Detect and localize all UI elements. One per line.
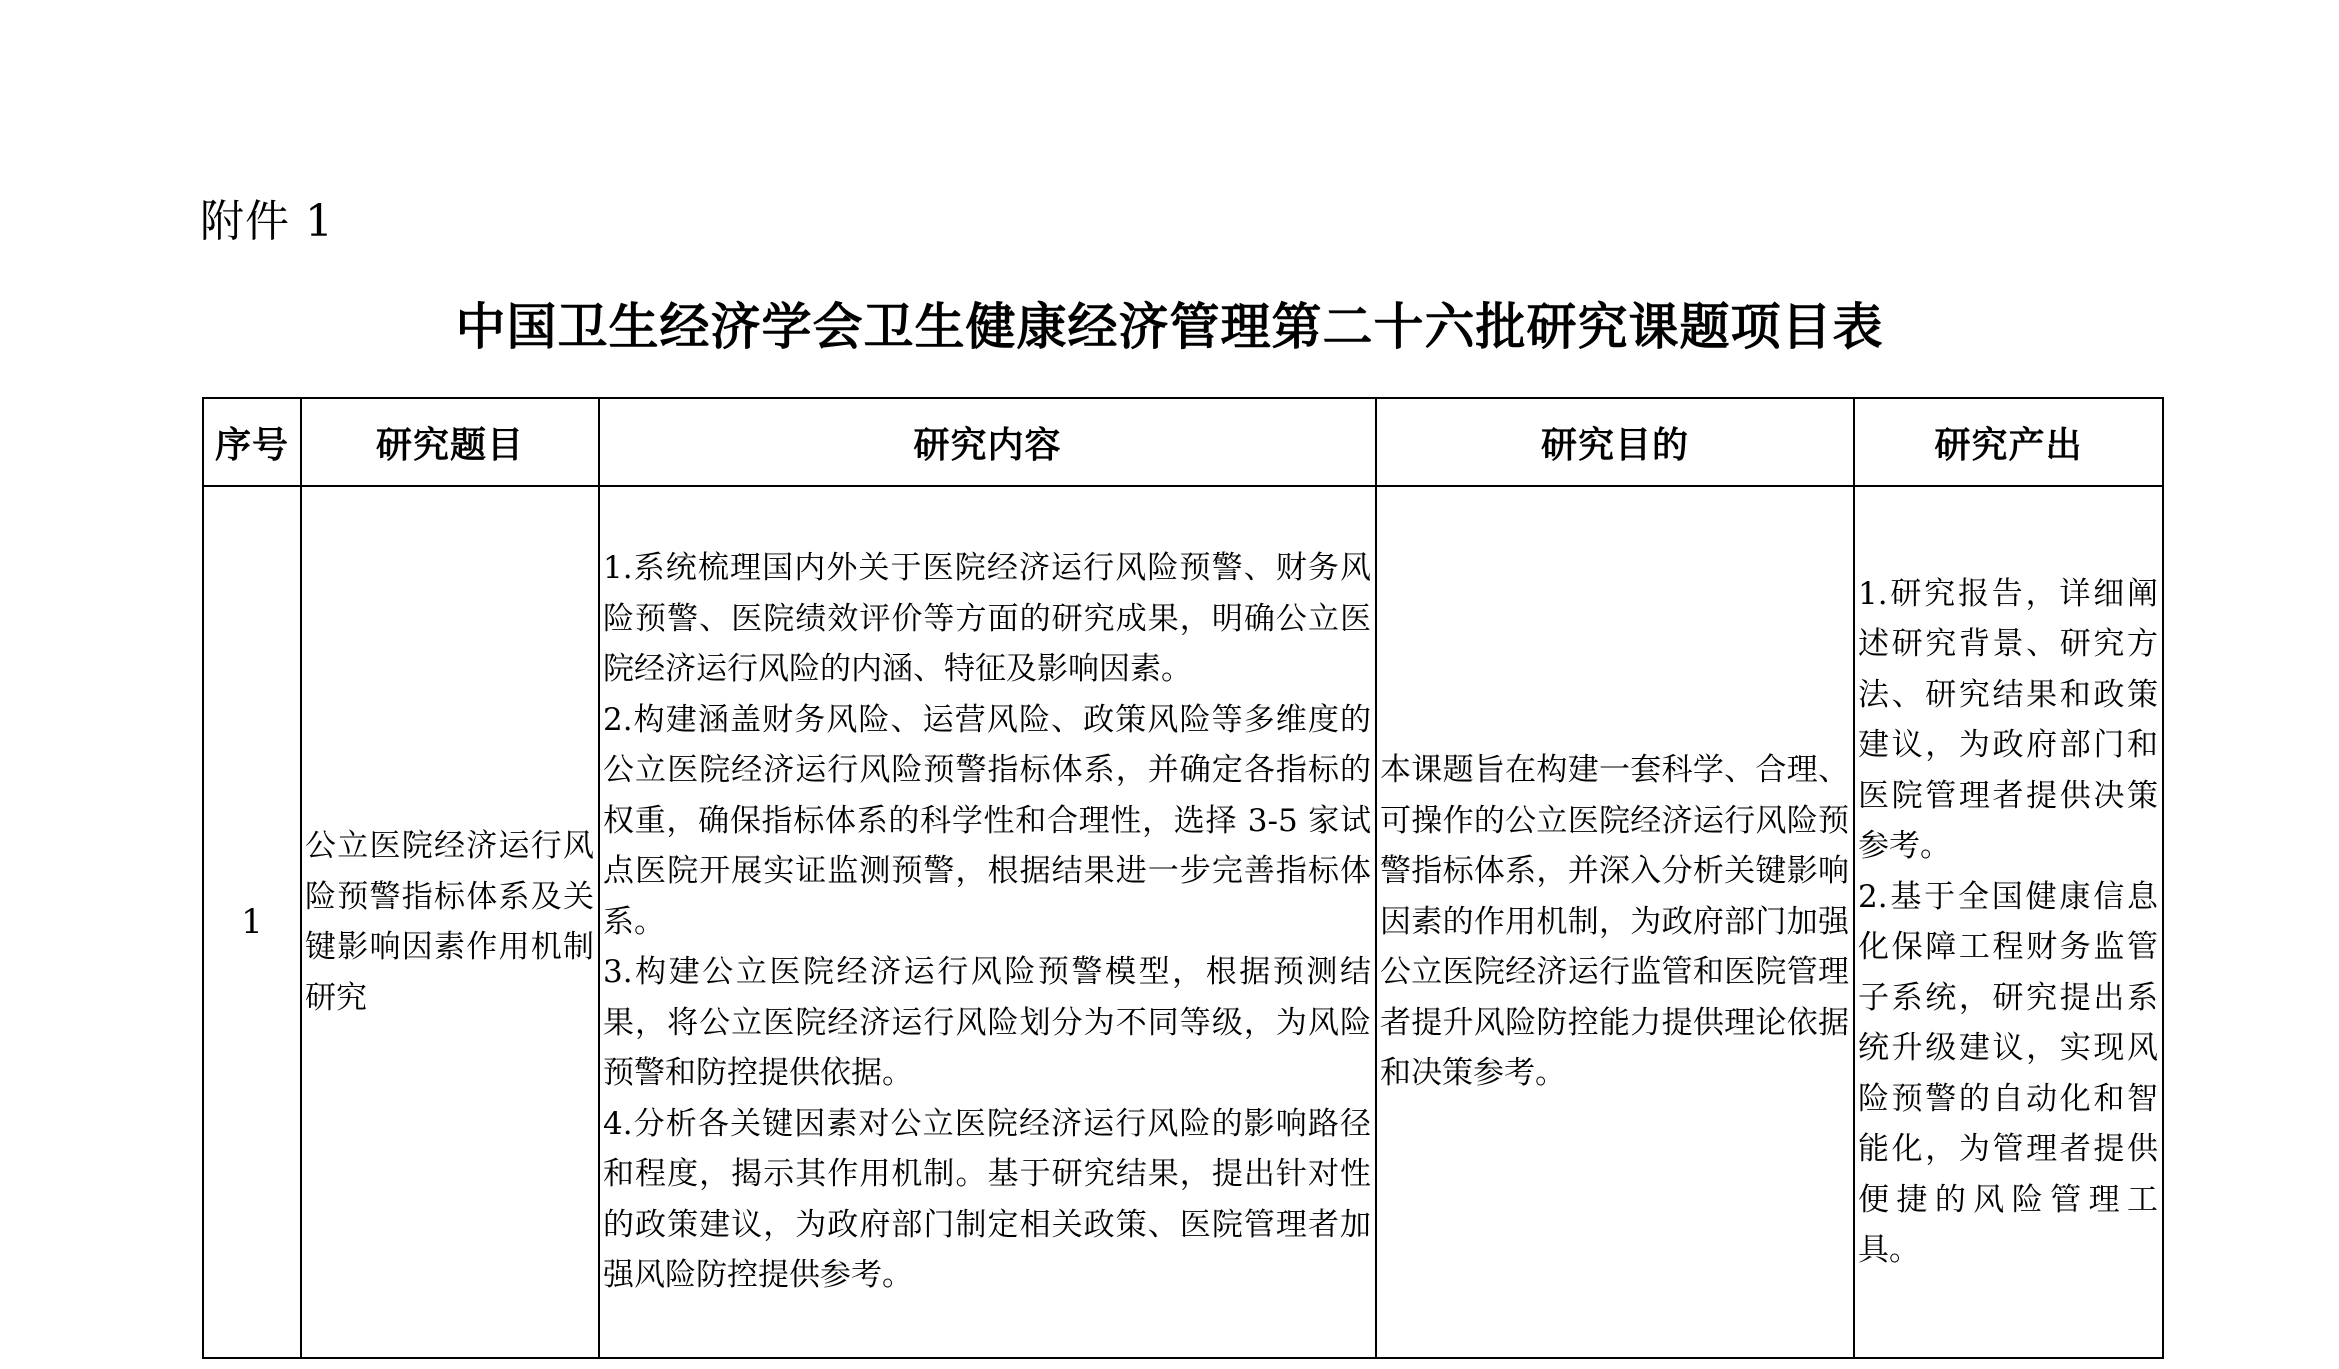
output-item-1: 1.研究报告，详细阐述研究背景、研究方法、研究结果和政策建议，为政府部门和医院管理者提供决策参考。: [1858, 575, 2158, 864]
document-title: 中国卫生经济学会卫生健康经济管理第二十六批研究课题项目表: [455, 297, 1884, 356]
table-header-row: [203, 398, 2163, 486]
header-topic: 研究题目: [301, 398, 599, 486]
header-seq: 序号: [203, 398, 301, 486]
content-item-2: 2.构建涵盖财务风险、运营风险、政策风险等多维度的公立医院经济运行风险预警指标体系，并确定各指标的权重，确保指标体系的科学性和合理性，选择 3-5 家试点医院开展实证监测预警，根据结果进一步完善指标体系。: [603, 701, 1371, 940]
content-item-4: 4.分析各关键因素对公立医院经济运行风险的影响路径和程度，揭示其作用机制。基于研究结果，提出针对性的政策建议，为政府部门制定相关政策、医院管理者加强风险防控提供参考。: [603, 1105, 1371, 1294]
content-item-1: 1.系统梳理国内外关于医院经济运行风险预警、财务风险预警、医院绩效评价等方面的研究成果，明确公立医院经济运行风险的内涵、特征及影响因素。: [603, 550, 1371, 688]
cell-output: [1854, 486, 2163, 1358]
purpose-text: 本课题旨在构建一套科学、合理、可操作的公立医院经济运行风险预警指标体系，并深入分析关键影响因素的作用机制，为政府部门加强公立医院经济运行监管和医院管理者提升风险防控能力提供理论依据和决策参考。: [1380, 752, 1849, 1092]
cell-content: [599, 486, 1376, 1358]
cell-purpose: [1376, 486, 1854, 1358]
header-output: 研究产出: [1854, 398, 2163, 486]
cell-topic: [301, 486, 599, 1358]
output-text: [1855, 569, 2162, 1276]
table-row: [203, 486, 2163, 1358]
attachment-label: 附件 1: [200, 196, 334, 247]
project-table: [202, 397, 2164, 1359]
topic-text: 公立医院经济运行风险预警指标体系及关键影响因素作用机制研究: [305, 828, 594, 1016]
output-item-2: 2.基于全国健康信息化保障工程财务监管子系统，研究提出系统升级建议，实现风险预警的自动化和智能化，为管理者提供便捷的风险管理工具。: [1858, 878, 2158, 1268]
header-purpose: 研究目的: [1376, 398, 1854, 486]
header-content: 研究内容: [599, 398, 1376, 486]
content-item-3: 3.构建公立医院经济运行风险预警模型，根据预测结果，将公立医院经济运行风险划分为不同等级，为风险预警和防控提供依据。: [603, 954, 1371, 1092]
content-text: [600, 543, 1375, 1301]
cell-seq: 1: [203, 486, 301, 1358]
